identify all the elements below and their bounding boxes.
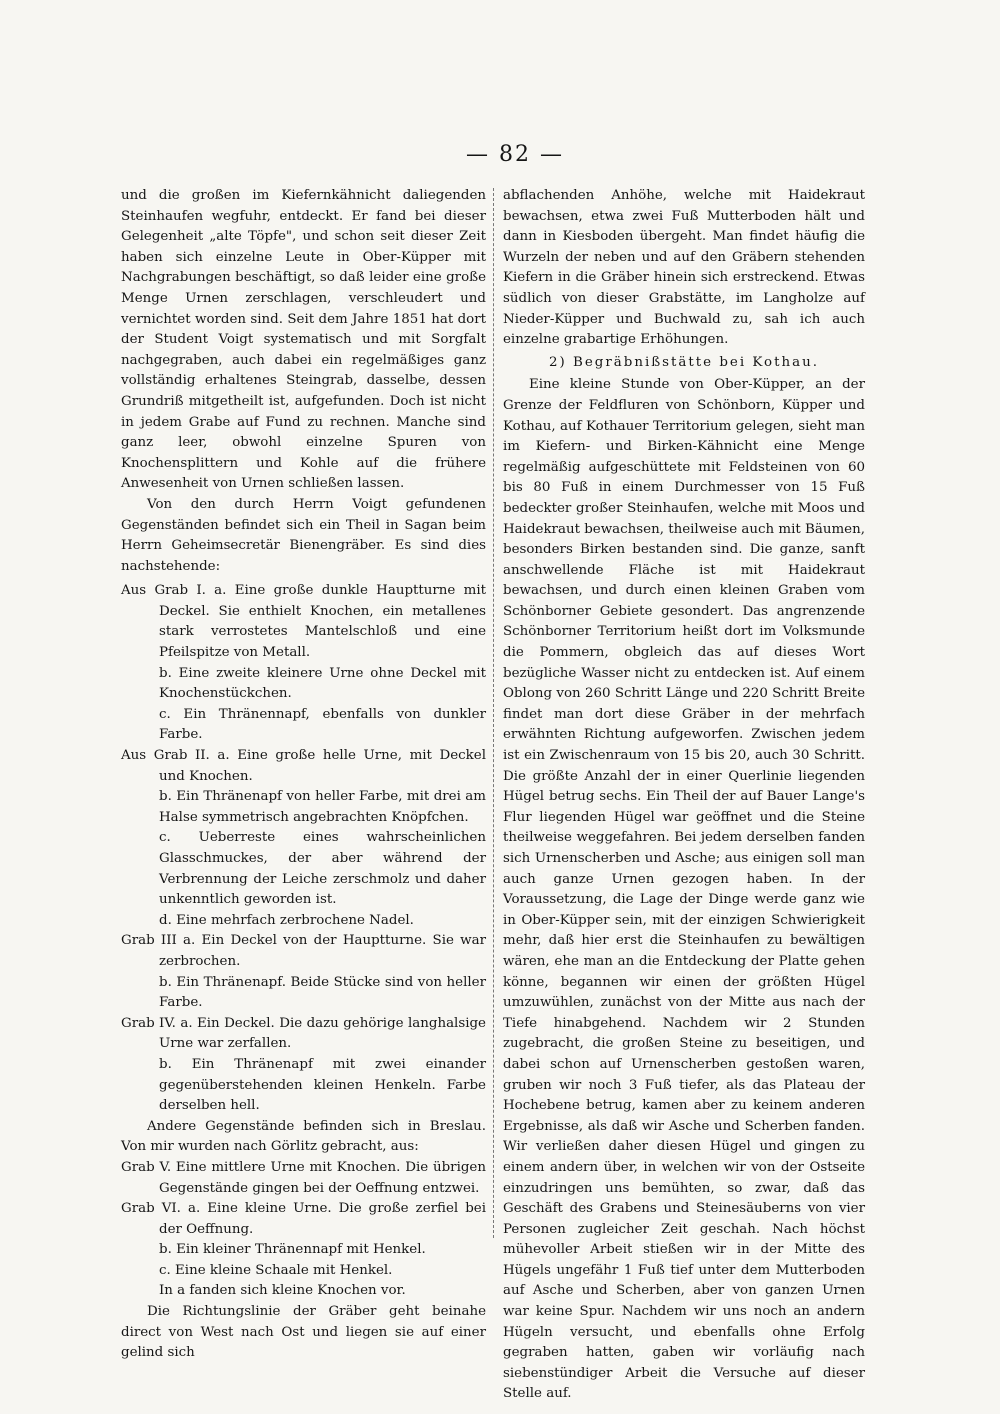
grab-1-item-b: b. Eine zweite kleinere Urne ohne Deckel mit Knochenstückchen. bbox=[159, 665, 486, 702]
right-column bbox=[503, 186, 865, 1405]
grab-5-item: Grab V. Eine mittlere Urne mit Knochen. Die übrigen Gegenstände gingen bei der Oeffnung entzwei. bbox=[121, 1159, 486, 1196]
grab-6-item-c: c. Eine kleine Schaale mit Henkel. bbox=[159, 1262, 393, 1278]
grab-4-item-a: Grab IV. a. Ein Deckel. Die dazu gehörige langhalsige Urne war zerfallen. bbox=[121, 1015, 486, 1052]
column-divider bbox=[493, 188, 495, 1238]
right-paragraph-2: Eine kleine Stunde von Ober-Küpper, an der Grenze der Feldfluren von Schönborn, Küpper und Kothau, auf Kothauer Territorium gelegen, sieht man im Kiefern- und Birken-Kähnicht eine Menge regelmäßig aufgeschüttete mit Feldsteinen von 60 bis 80 Fuß in einem Durchmesser von 15 Fuß bedeckter großer Steinhaufen, welche mit Moos und Haidekraut bewachsen, theilweise auch mit Bäumen, besonders Birken bestanden sind. Die ganze, sanft anschwellende Fläche ist mit Haidekraut bewachsen, und durch einen kleinen Graben vom Schönborner Gebiete gesondert. Das angrenzende Schönborner Territorium heißt dort im Volksmunde die Pommern, obgleich das auf dieses Wort bezügliche Wasser nicht zu entdecken ist. Auf einem Oblong von 260 Schritt Länge und 220 Schritt Breite findet man dort diese Gräber in der mehrfach erwähnten Richtung aufgeworfen. Zwischen jedem ist ein Zwischenraum von 15 bis 20, auch 30 Schritt. Die größte Anzahl der in einer Querlinie liegenden Hügel betrug sechs. Ein Theil der auf Bauer Lange's Flur liegenden Hügel war geöffnet und die Steine theilweise weggefahren. Bei jedem derselben fanden sich Urnenscherben und Asche; aus einigen soll man auch ganze Urnen gezogen haben. In der Voraussetzung, die Lage der Dinge werde ganz wie in Ober-Küpper sein, mit der einzigen Schwierigkeit mehr, daß hier erst die Steinhaufen zu bewältigen wären, ehe man an die Entdeckung der Platte gehen könne, begannen wir einen der größten Hügel umzuwühlen, zunächst von der Mitte aus nach der Tiefe hinabgehend. Nachdem wir 2 Stunden zugebracht, die großen Steine zu beseitigen, und dabei schon auf Urnenscherben gestoßen waren, gruben wir noch 3 Fuß tiefer, als das Plateau der Hochebene betrug, kamen aber zu keinem anderen Ergebnisse, als daß wir Asche und Scherben fanden. Wir verließen daher diesen Hügel und gingen zu einem andern über, in welchen wir von der Ostseite einzudringen uns bemühten, so zwar, daß das Geschäft des Grabens und Steinesäuberns von vier Personen zugleicher Zeit geschah. Nach höchst mühevoller Arbeit stießen wir in der Mitte des Hügels ungefähr 1 Fuß tief unter dem Mutterboden auf Asche und Scherben, aber von ganzen Urnen war keine Spur. Nachdem wir uns noch an andern Hügeln versucht, und ebenfalls ohne Erfolg gegraben hatten, gaben wir vorläufig nach siebenstündiger Arbeit die Versuche auf dieser Stelle auf. bbox=[503, 377, 865, 1402]
grab-6-item-a: Grab VI. a. Eine kleine Urne. Die große zerfiel bei der Oeffnung. bbox=[121, 1201, 486, 1237]
left-column bbox=[121, 186, 486, 1364]
page-number: — 82 — bbox=[466, 142, 564, 167]
grab-3-item-b: b. Ein Thränenapf. Beide Stücke sind von heller Farbe. bbox=[159, 974, 486, 1011]
grab-6-item-b: b. Ein kleiner Thränennapf mit Henkel. bbox=[159, 1242, 426, 1258]
grab-3-item-a: Grab III a. Ein Deckel von der Hauptturne. Sie war zerbrochen. bbox=[121, 933, 486, 969]
left-paragraph-3: Andere Gegenstände befinden sich in Breslau. Von mir wurden nach Görlitz gebracht, aus: bbox=[121, 1118, 486, 1155]
grab-1-item-a: Aus Grab I. a. Eine große dunkle Hauptturne mit Deckel. Sie enthielt Knochen, ein metallenes stark verrostetes Mantelschloß und eine Pfeilspitze von Metall. bbox=[121, 583, 486, 661]
grab-1-item-c: c. Ein Thränennapf, ebenfalls von dunkler Farbe. bbox=[159, 706, 486, 743]
grab-2-item-c: c. Ueberreste eines wahrscheinlichen Glasschmuckes, der aber während der Verbrennung der Leiche zerschmolz und daher unkenntlich geworden ist. bbox=[159, 830, 486, 908]
grab-4-item-b: b. Ein Thränenapf mit zwei einander gegenüberstehenden kleinen Henkeln. Farbe derselben hell. bbox=[159, 1056, 486, 1114]
right-paragraph-1: abflachenden Anhöhe, welche mit Haidekraut bewachsen, etwa zwei Fuß Mutterboden hält und dann in Kiesboden übergeht. Man findet häufig die Wurzeln der neben und auf den Gräbern stehenden Kiefern in die Gräber hinein sich erstreckend. Etwas südlich von dieser Grabstätte, im Langholze auf Nieder-Küpper und Buchwald zu, sah ich auch einzelne grabartige Erhöhungen. bbox=[503, 188, 865, 348]
left-paragraph-4: Die Richtungslinie der Gräber geht beinahe direct von West nach Ost und liegen sie auf einer gelind sich bbox=[121, 1304, 486, 1361]
grab-2-item-a: Aus Grab II. a. Eine große helle Urne, mit Deckel und Knochen. bbox=[121, 748, 486, 784]
left-paragraph-1: und die großen im Kiefernkähnicht daliegenden Steinhaufen wegfuhr, entdeckt. Er fand bei dieser Gelegenheit „alte Töpfe", und schon seit dieser Zeit haben sich einzelne Leute in Ober-Küpper mit Nachgrabungen beschäftigt, so daß leider eine große Menge Urnen zerschlagen, verschleudert und vernichtet worden sind. Seit dem Jahre 1851 hat dort der Student Voigt systematisch und mit Sorgfalt nachgegraben, auch dabei ein regelmäßiges ganz vollständig erhaltenes Steingrab, dasselbe, dessen Grundriß mitgetheilt ist, aufgefunden. Doch ist nicht in jedem Grabe auf Fund zu rechnen. Manche sind ganz leer, obwohl einzelne Spuren von Knochensplittern und Kohle auf die frühere Anwesenheit von Urnen schließen lassen. bbox=[121, 188, 486, 492]
grab-6-note: In a fanden sich kleine Knochen vor. bbox=[159, 1283, 406, 1299]
left-paragraph-2: Von den durch Herrn Voigt gefundenen Gegenständen befindet sich ein Theil in Sagan beim Herrn Geheimsecretär Bienengräber. Es sind dies nachstehende: bbox=[121, 496, 486, 574]
grab-2-item-d: d. Eine mehrfach zerbrochene Nadel. bbox=[159, 912, 414, 928]
section-heading: 2) Begräbnißstätte bei Kothau. bbox=[549, 354, 819, 370]
grab-2-item-b: b. Ein Thränenapf von heller Farbe, mit drei am Halse symmetrisch angebrachten Knöpfchen. bbox=[159, 789, 486, 825]
